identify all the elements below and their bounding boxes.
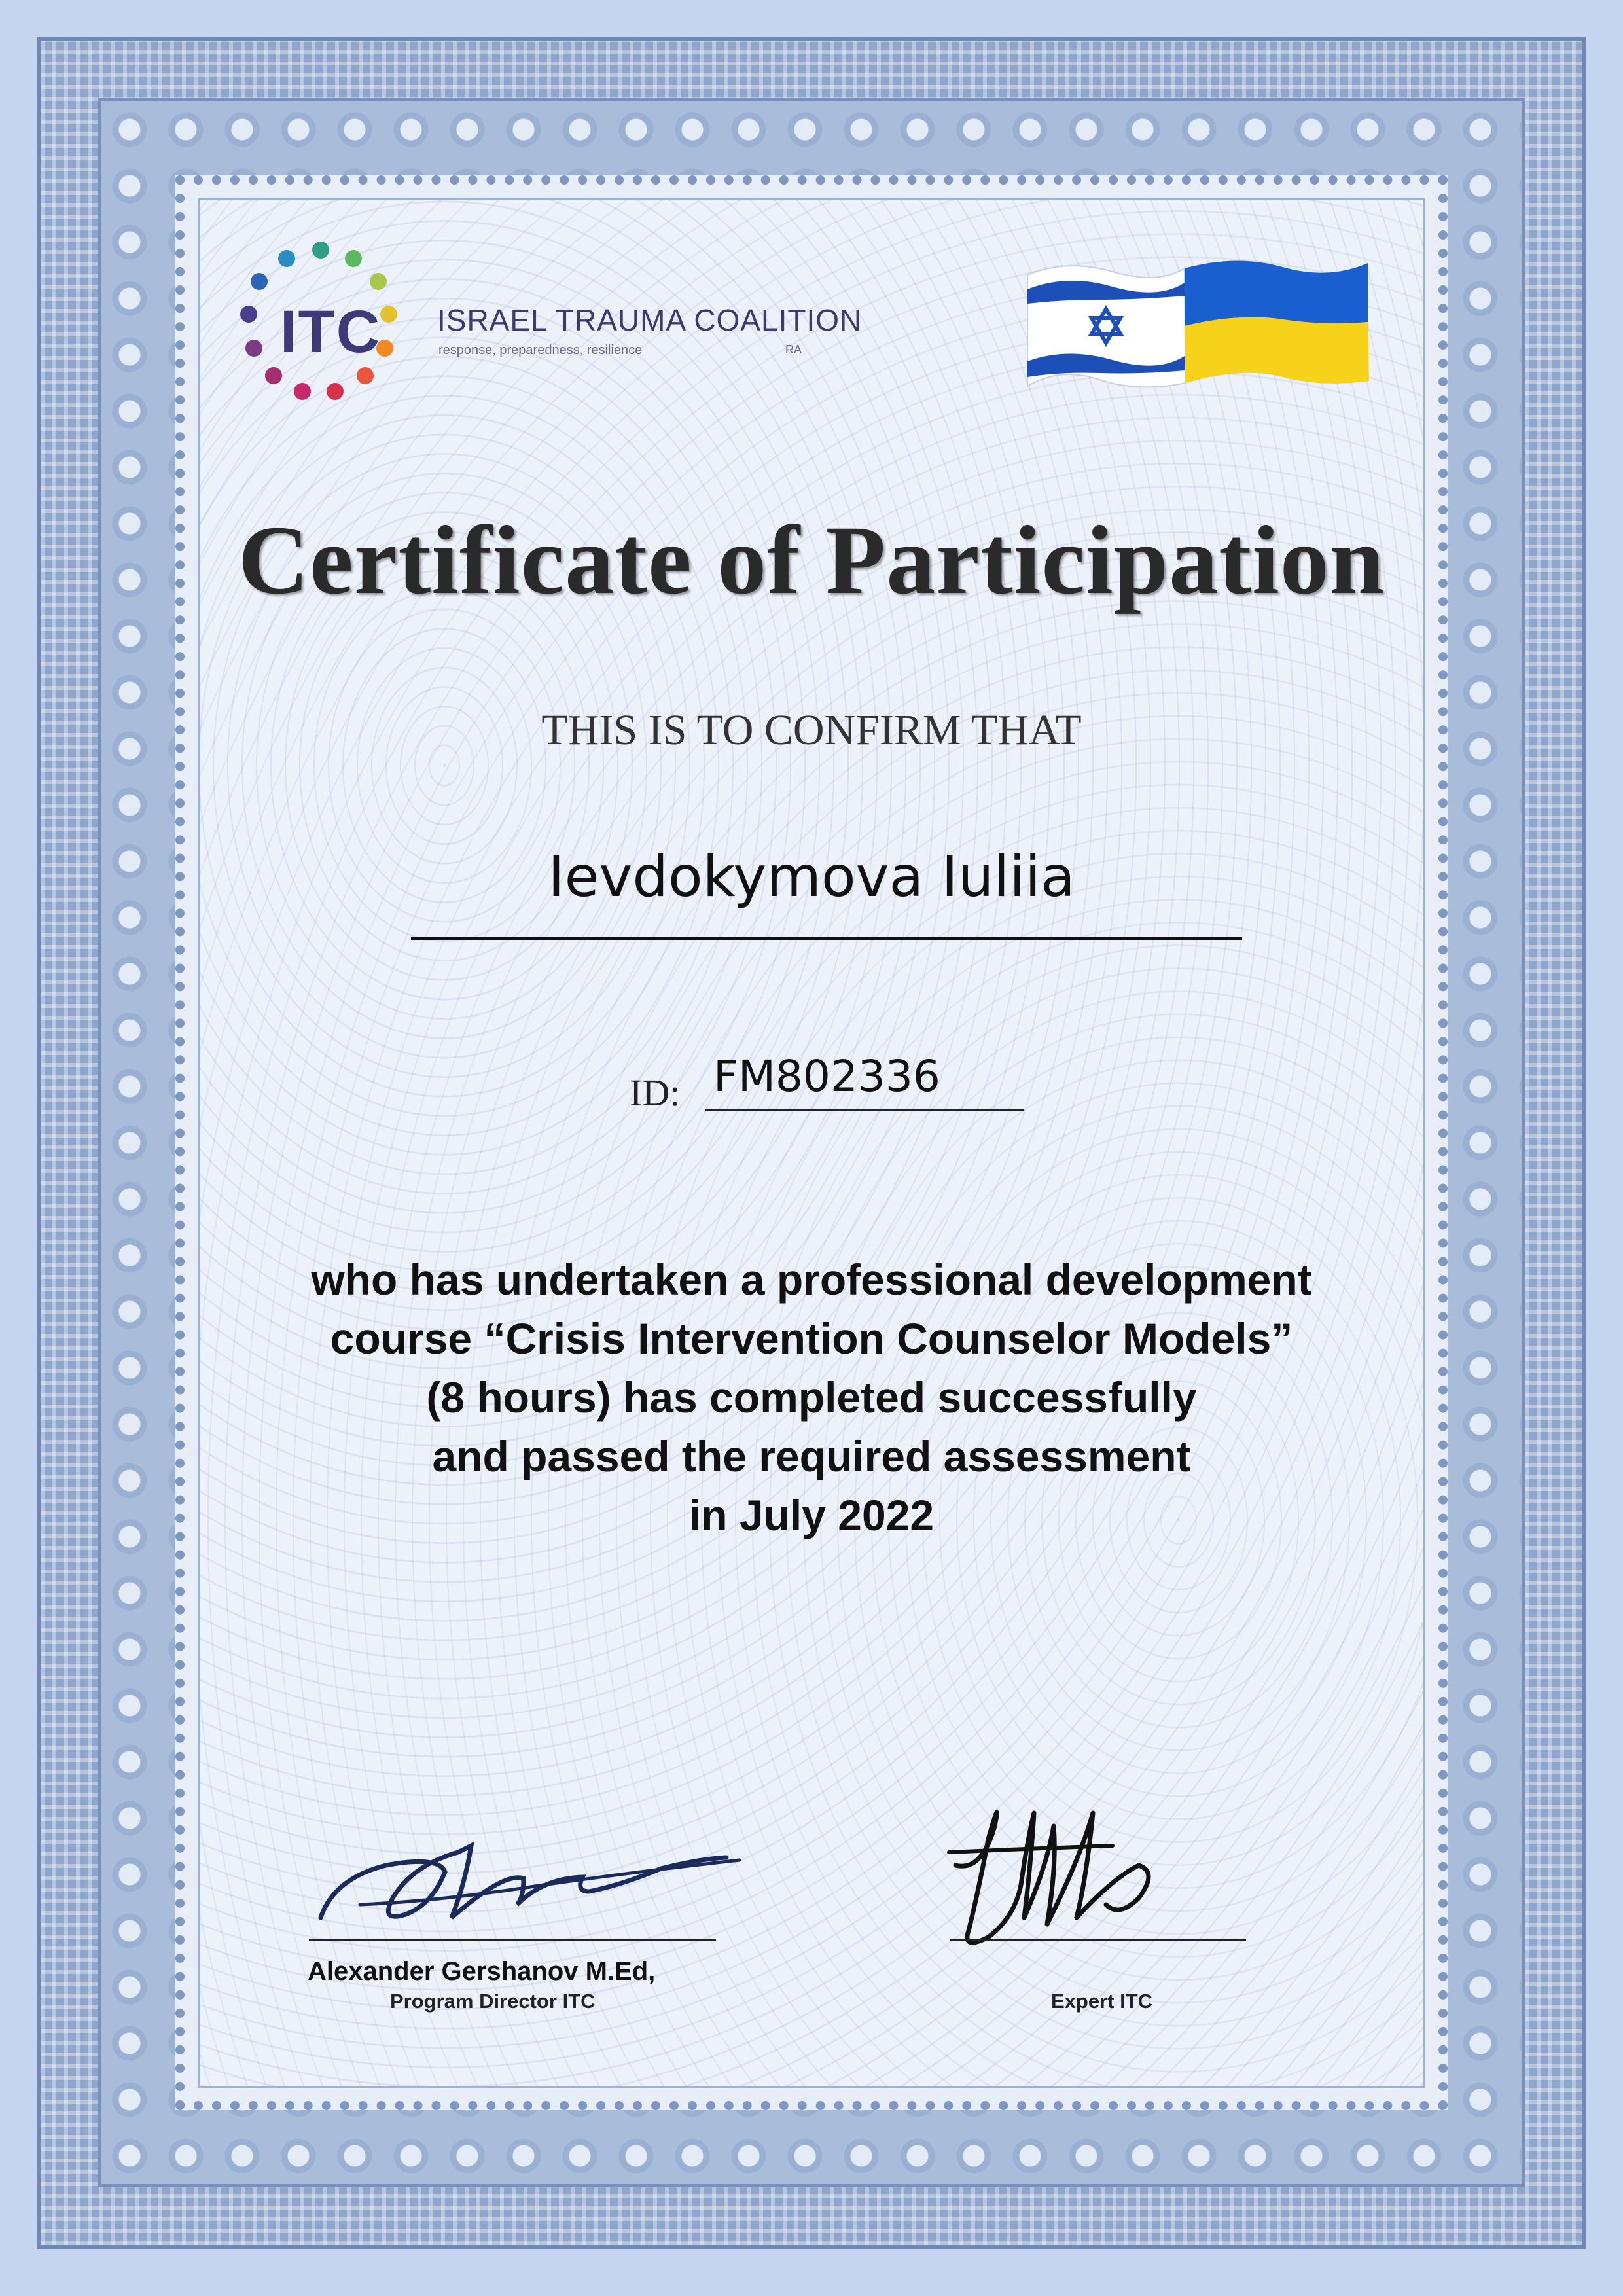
certificate-statement [198,1250,1425,1545]
program-director-title: Program Director ITC [390,1990,596,2013]
statement-line: in July 2022 [688,1491,935,1539]
statement-line: who has undertaken a professional development [311,1255,1312,1304]
confirm-line: THIS IS TO CONFIRM THAT [541,706,1082,754]
recipient-name: Ievdokymova Iuliia [548,844,1075,910]
statement-line: (8 hours) has completed successfully [426,1373,1197,1422]
organization-name: ISRAEL TRAUMA COALITION [437,303,863,337]
certificate-body [198,198,1425,2088]
program-director-signature-icon [308,1806,759,1937]
id-underline [705,1109,1024,1111]
id-label: ID: [630,1071,681,1114]
program-director-name: Alexander Gershanov M.Ed, [308,1957,656,1986]
right-signature-line [950,1939,1246,1941]
logo-text: ITC [280,298,382,365]
organization-suffix: RA [785,343,802,356]
expert-signature-icon [942,1787,1191,1957]
left-signature-line [309,1939,716,1941]
israel-ukraine-flags-icon [1021,249,1374,399]
statement-line: course “Crisis Intervention Counselor Models” [330,1314,1293,1363]
recipient-underline [411,937,1242,940]
certificate-title: Certificate of Participation [238,506,1385,615]
expert-title: Expert ITC [1051,1990,1153,2013]
statement-line: and passed the required assessment [432,1432,1191,1480]
ukraine-flag-icon [1185,260,1369,383]
israel-flag-icon [1027,266,1186,387]
organization-tagline: response, preparedness, resilience [438,343,643,357]
id-value: FM802336 [713,1051,940,1102]
